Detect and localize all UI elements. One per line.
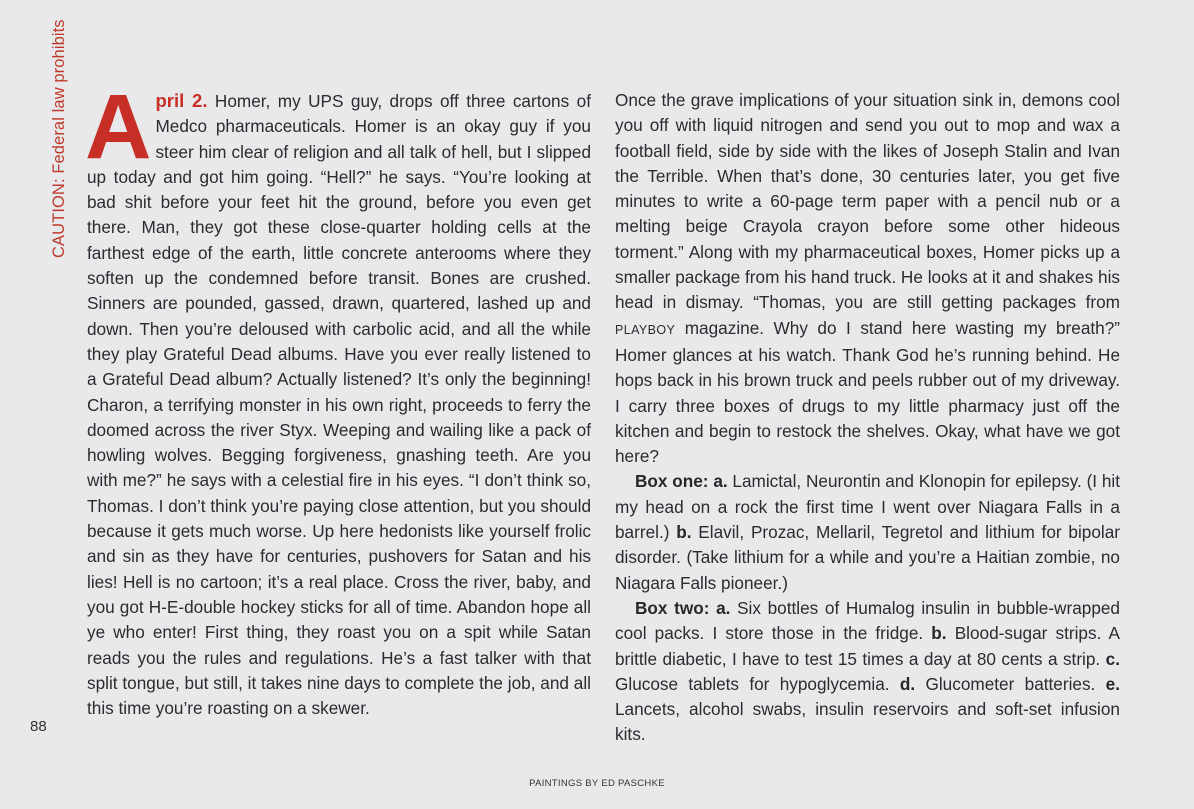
continuation-text-b: magazine. Why do I stand here wasting my breath?” Homer glances at his watch. Thank God he’s running behind. He hops back in his brown truck and peels rubber out of my driveway. I carry three boxes of drugs to my little pharmacy just off the kitchen and begin to restock the shelves. Okay, what have we got here? bbox=[615, 317, 1120, 467]
box-two-label: Box two: bbox=[635, 597, 710, 618]
box-two-d-text: Glucometer batteries. bbox=[915, 673, 1106, 694]
box-two-a-marker: a. bbox=[716, 597, 731, 618]
drop-cap: A bbox=[85, 76, 152, 178]
continuation-text-a: Once the grave implications of your situation sink in, demons cool you off with liquid nitrogen and send you out to mop and wax a football field, side by side with the likes of Joseph Stalin and Ivan the Terrible. When that’s done, 30 centuries later, you get five minutes to write a 60-page term paper with a pencil nub or a melting beige Crayola crayon before some other hideous torment.” Along with my pharmaceutical boxes, Homer picks up a smaller package from his hand truck. He looks at it and shakes his head in dismay. “Thomas, you are still getting packages from bbox=[615, 90, 1120, 313]
continuation-paragraph bbox=[615, 88, 1120, 469]
page-number: 88 bbox=[30, 718, 47, 735]
box-one-b-text: Elavil, Prozac, Mellaril, Tegretol and lithium for bipolar disorder. (Take lithium for a while and you’re a Haitian zombie, no Niagara Falls pioneer.) bbox=[615, 522, 1120, 593]
box-one-a-marker: a. bbox=[713, 471, 728, 492]
box-two-e-text: Lancets, alcohol swabs, insulin reservoirs and soft-set infusion kits. bbox=[615, 699, 1120, 745]
box-one-b-marker: b. bbox=[676, 522, 692, 543]
left-column bbox=[85, 76, 591, 721]
right-column bbox=[615, 88, 1120, 748]
opening-text: Homer, my UPS guy, drops off three cartons of Medco pharmaceuticals. Homer is an okay guy if you steer him clear of religion and all talk of hell, but I slipped up today and got him going. “Hell?” he says. “You’re looking at bad shit before your feet hit the ground, before you even get there. Man, they got these close-quarter holding cells at the farthest edge of the earth, little concrete anterooms where they soften up the condemned before transit. Bones are crushed. Sinners are pounded, gassed, drawn, quartered, lashed up and down. Then you’re deloused with carbolic acid, and all the while they play Grateful Dead albums. Have you ever really listened to a Grateful Dead album? Actually listened? It’s only the beginning! Charon, a terrifying monster in his own right, proceeds to ferry the doomed across the river Styx. Weeping and wailing like a pack of howling wolves. Begging forgiveness, gnashing teeth. Are you with me?” he says with a celestial fire in his eyes. “I don’t think so, Thomas. I don’t think you’re paying close attention, but you should because it gets much worse. Up here hedonists like yourself frolic and sin as they have for centuries, pushovers for Satan and his lies! Hell is no cartoon; it’s a real place. Cross the river, baby, and you got H-E-double hockey sticks for all of time. Abandon hope all ye who enter! First thing, they roast you on a spit while Satan reads you the rules and regulations. He’s a fast talker with that split tongue, but still, it takes nine days to complete the job, and all this time you’re roasting on a skewer. bbox=[87, 91, 591, 719]
opening-paragraph bbox=[85, 76, 591, 721]
box-two-paragraph bbox=[615, 596, 1120, 748]
box-two-b-marker: b. bbox=[931, 623, 947, 644]
box-two-a-text: Six bottles of Humalog insulin in bubble-wrapped cool packs. I store those in the fridge. bbox=[615, 597, 1120, 644]
box-two-e-marker: e. bbox=[1105, 673, 1120, 694]
box-two-d-marker: d. bbox=[899, 673, 916, 694]
box-two-b-text: Blood-sugar strips. A brittle diabetic, I have to test 15 times a day at 80 cents a strip. bbox=[615, 623, 1120, 669]
box-two-c-text: Glucose tablets for hypoglycemia. bbox=[615, 673, 900, 694]
lead-in: pril 2. bbox=[155, 90, 208, 111]
caution-sidebar-text: CAUTION: Federal law prohibits bbox=[50, 19, 68, 258]
painting-credit: PAINTINGS BY ED PASCHKE bbox=[529, 778, 665, 789]
box-one-paragraph bbox=[615, 469, 1120, 595]
playboy-smallcaps: PLAYBOY bbox=[615, 322, 676, 337]
box-two-c-marker: c. bbox=[1105, 648, 1120, 669]
box-one-label: Box one: bbox=[635, 471, 709, 492]
box-one-a-text: Lamictal, Neurontin and Klonopin for epilepsy. (I hit my head on a rock the first time I went over Niagara Falls in a barrel.) bbox=[615, 471, 1120, 543]
